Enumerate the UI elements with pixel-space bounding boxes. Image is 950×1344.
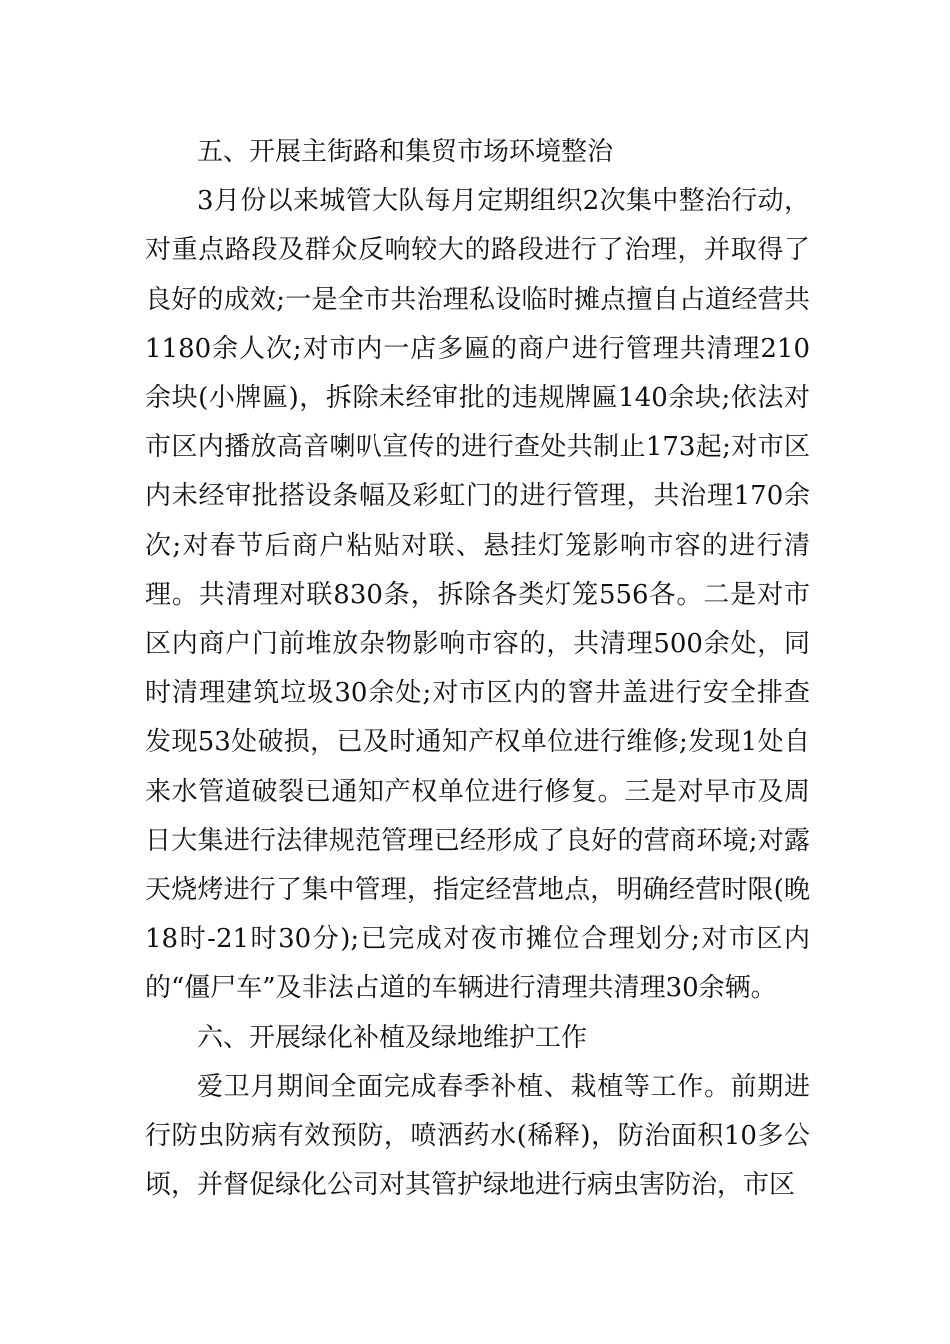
section-paragraph-5: 3月份以来城管大队每月定期组织2次集中整治行动，对重点路段及群众反响较大的路段进行了治理，并取得了良好的成效;一是全市共治理私设临时摊点擅自占道经营共1180余人次;对市内一店多匾的商户进行管理共清理210余块(小牌匾)，拆除未经审批的违规牌匾140余块;依法对市区内播放高音喇叭宣传的进行查处共制止173起;对市区内未经审批搭设条幅及彩虹门的进行管理，共治理170余次;对春节后商户粘贴对联、悬挂灯笼影响市容的进行清理。共清理对联830条，拆除各类灯笼556各。二是对市区内商户门前堆放杂物影响市容的，共清理500余处，同时清理建筑垃圾30余处;对市区内的窨井盖进行安全排查发现53处破损，已及时通知产权单位进行维修;发现1处自来水管道破裂已通知产权单位进行修复。三是对早市及周日大集进行法律规范管理已经形成了良好的营商环境;对露天烧烤进行了集中管理，指定经营地点，明确经营时限(晚18时-21时30分);已完成对夜市摊位合理划分;对市区内的“僵尸车”及非法占道的车辆进行清理共清理30余辆。 (145, 186, 810, 1004)
section-paragraph-6: 爱卫月期间全面完成春季补植、栽植等工作。前期进行防虫防病有效预防，喷洒药水(稀释)，防治面积10多公顷，并督促绿化公司对其管护绿地进行病虫害防治，市区 (145, 1071, 810, 1201)
section-heading-5: 五、开展主街路和集贸市场环境整治 (197, 137, 614, 167)
document-body (145, 128, 810, 1210)
section-heading-6: 六、开展绿化补植及绿地维护工作 (197, 1022, 588, 1053)
